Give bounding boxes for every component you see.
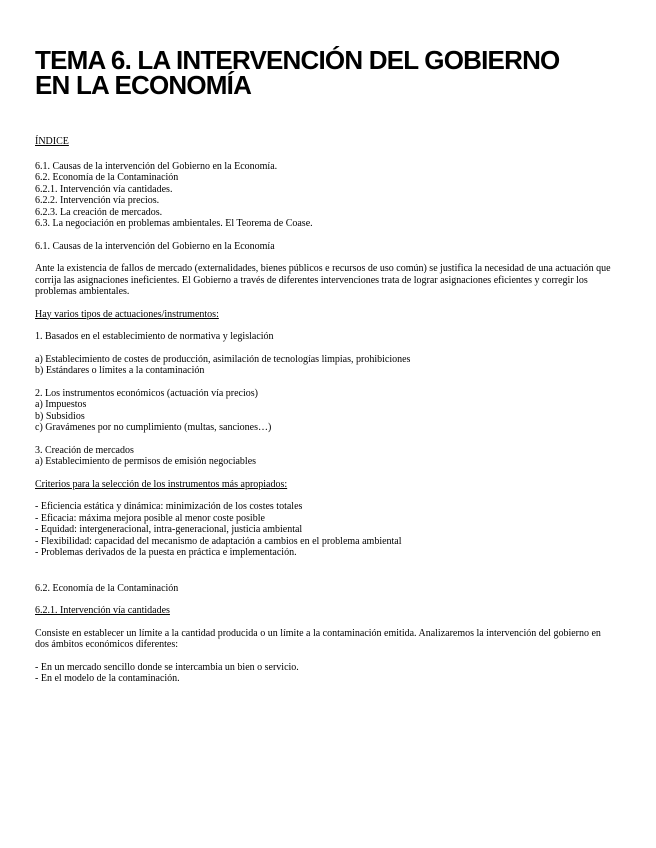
- group-2-title: 2. Los instrumentos económicos (actuación vía precios): [35, 387, 258, 399]
- section-2-item: - En un mercado sencillo donde se intercambia un bien o servicio.: [35, 661, 299, 673]
- index-item: 6.3. La negociación en problemas ambientales. El Teorema de Coase.: [35, 218, 313, 229]
- group-1-item: b) Estándares o límites a la contaminación: [35, 365, 205, 376]
- criteria-item: - Flexibilidad: capacidad del mecanismo de adaptación a cambios en el problema ambiental: [35, 535, 402, 547]
- section-2-heading: 6.2. Economía de la Contaminación: [35, 582, 179, 594]
- title-line-2: EN LA ECONOMÍA: [35, 70, 252, 100]
- criteria-item: - Eficiencia estática y dinámica: minimización de los costes totales: [35, 501, 303, 512]
- index-item: 6.2. Economía de la Contaminación: [35, 172, 179, 183]
- index-item: 6.2.3. La creación de mercados.: [35, 206, 163, 218]
- criteria-item: - Eficacia: máxima mejora posible al menor coste posible: [35, 512, 265, 524]
- group-2-item: b) Subsidios: [35, 410, 85, 422]
- group-2-item: a) Impuestos: [35, 399, 87, 410]
- group-3-title: 3. Creación de mercados: [35, 444, 134, 456]
- group-3-item: a) Establecimiento de permisos de emisión negociables: [35, 456, 257, 467]
- index-list: [35, 161, 615, 230]
- group-1-title: 1. Basados en el establecimiento de normativa y legislación: [35, 331, 274, 342]
- section-1-paragraph: Ante la existencia de fallos de mercado (externalidades, bienes públicos e recursos de uso común) se justifica la necesidad de una actuación que corrija las asignaciones ineficientes. El Gobierno a través de diferentes intervenciones trata de lograr asignaciones eficientes y corregir los problemas ambientales.: [35, 263, 611, 297]
- section-2-paragraph: Consiste en establecer un límite a la cantidad producida o un límite a la contaminación emitida. Analizaremos la intervención del gobierno en dos ámbitos económicos diferentes:: [35, 627, 601, 650]
- criteria-item: - Equidad: intergeneracional, intra-generacional, justicia ambiental: [35, 524, 303, 535]
- group-1-item: a) Establecimiento de costes de producción, asimilación de tecnologías limpias, prohibiciones: [35, 353, 411, 365]
- index-item: 6.2.1. Intervención vía cantidades.: [35, 183, 173, 195]
- title-line-1: TEMA 6. LA INTERVENCIÓN DEL GOBIERNO: [35, 45, 560, 75]
- group-2-item: c) Gravámenes por no cumplimiento (multas, sanciones…): [35, 422, 272, 433]
- instrument-types-heading: Hay varios tipos de actuaciones/instrumentos:: [35, 308, 219, 320]
- index-item: 6.1. Causas de la intervención del Gobierno en la Economía.: [35, 160, 278, 172]
- section-2-1-heading: 6.2.1. Intervención vía cantidades: [35, 605, 170, 616]
- index-heading: ÍNDICE: [35, 136, 69, 147]
- criteria-item: - Problemas derivados de la puesta en práctica e implementación.: [35, 547, 297, 558]
- index-item: 6.2.2. Intervención vía precios.: [35, 195, 160, 206]
- section-1-heading: 6.1. Causas de la intervención del Gobierno en la Economía: [35, 240, 275, 252]
- document-title: [35, 45, 635, 100]
- section-2-item: - En el modelo de la contaminación.: [35, 673, 180, 684]
- criteria-heading: Criterios para la selección de los instrumentos más apropiados:: [35, 478, 288, 490]
- document-body: [35, 136, 615, 685]
